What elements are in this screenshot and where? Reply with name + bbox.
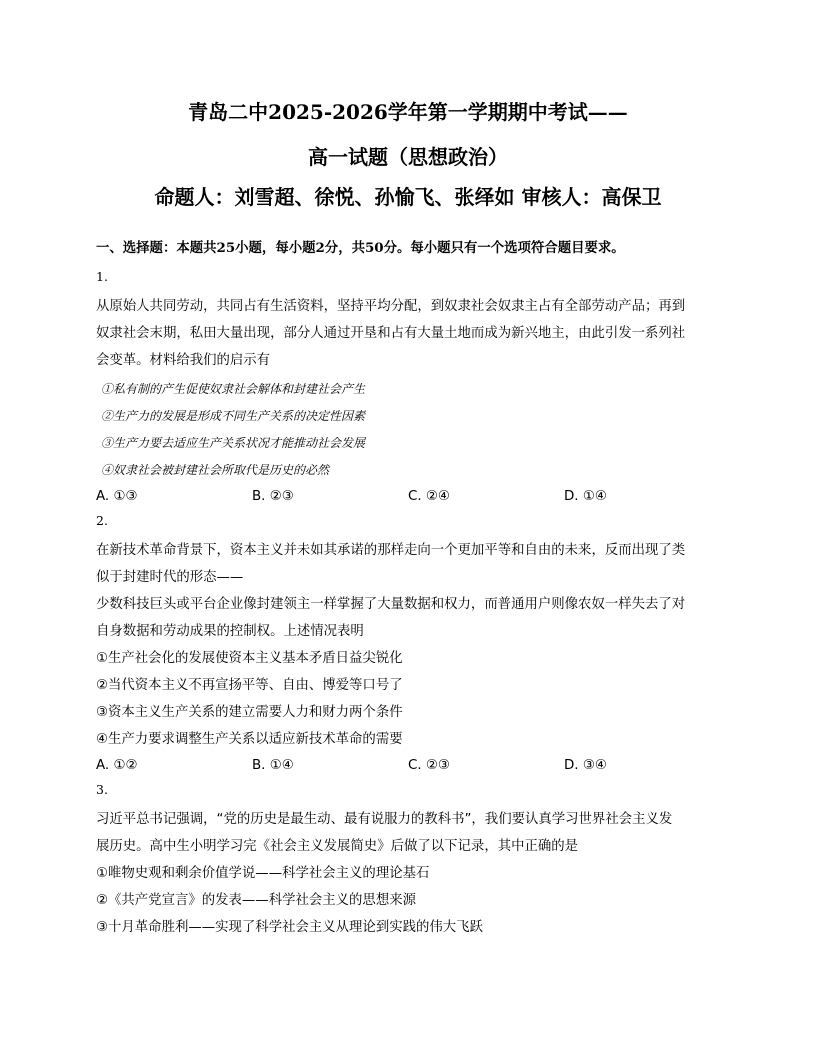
question-number: 3. xyxy=(96,782,108,797)
exam-content xyxy=(96,237,720,941)
question-stem-line: 习近平总书记强调，“党的历史是最生动、最有说服力的教科书”，我们要认真学习世界社会主义发 xyxy=(96,812,673,827)
question-number: 1. xyxy=(96,269,108,284)
statement-option: ③生产力要去适应生产关系状况才能推动社会发展 xyxy=(101,436,366,450)
statement-option: ④奴隶社会被封建社会所取代是历史的必然 xyxy=(101,463,330,477)
exam-authors: 命题人：刘雪超、徐悦、孙愉飞、张绎如 审核人：高保卫 xyxy=(154,185,662,209)
answer-choices xyxy=(96,753,720,778)
question-1 xyxy=(96,269,720,509)
statement-option: ①私有制的产生促使奴隶社会解体和封建社会产生 xyxy=(101,382,366,396)
statement-option: ②生产力的发展是形成不同生产关系的决定性因素 xyxy=(101,409,366,423)
question-stem-line: 似于封建时代的形态—— xyxy=(96,570,244,585)
question-2 xyxy=(96,513,720,778)
statement-option: ②当代资本主义不再宣扬平等、自由、博爱等口号了 xyxy=(96,678,403,693)
statement-option: ②《共产党宣言》的发表——科学社会主义的思想来源 xyxy=(96,893,416,908)
section-heading: 一、选择题：本题共25小题，每小题2分，共50分。每小题只有一个选项符合题目要求。 xyxy=(96,240,625,256)
choice-b: B. ②③ xyxy=(252,489,294,504)
question-stem-line: 从原始人共同劳动，共同占有生活资料，坚持平均分配，到奴隶社会奴隶主占有全部劳动产品；再到 xyxy=(96,299,686,314)
question-number: 2. xyxy=(96,513,108,528)
exam-subtitle: 高一试题（思想政治） xyxy=(308,145,508,169)
exam-title: 青岛二中2025-2026学年第一学期期中考试—— xyxy=(188,100,628,124)
question-stem-line: 少数科技巨头或平台企业像封建领主一样掌握了大量数据和权力，而普通用户则像农奴一样失去了对 xyxy=(96,597,686,612)
statement-option: ①唯物史观和剩余价值学说——科学社会主义的理论基石 xyxy=(96,866,430,881)
question-stem-line: 奴隶社会末期，私田大量出现，部分人通过开垦和占有大量土地而成为新兴地主，由此引发一系列社 xyxy=(96,326,686,341)
statement-option: ③十月革命胜利——实现了科学社会主义从理论到实践的伟大飞跃 xyxy=(96,920,483,935)
question-stem-line: 自身数据和劳动成果的控制权。上述情况表明 xyxy=(96,624,364,639)
statement-option: ①生产社会化的发展使资本主义基本矛盾日益尖锐化 xyxy=(96,651,403,666)
choice-a: A. ①② xyxy=(96,758,138,773)
question-stem-line: 在新技术革命背景下，资本主义并未如其承诺的那样走向一个更加平等和自由的未来，反而出现了类 xyxy=(96,543,686,558)
statement-option: ④生产力要求调整生产关系以适应新技术革命的需要 xyxy=(96,732,403,747)
question-stem-line: 展历史。高中生小明学习完《社会主义发展简史》后做了以下记录，其中正确的是 xyxy=(96,839,579,854)
choice-c: C. ②③ xyxy=(408,758,450,773)
choice-d: D. ①④ xyxy=(564,489,607,504)
choice-b: B. ①④ xyxy=(252,758,294,773)
answer-choices xyxy=(96,484,720,509)
choice-c: C. ②④ xyxy=(408,489,450,504)
question-stem-line: 会变革。材料给我们的启示有 xyxy=(96,353,271,368)
statement-option: ③资本主义生产关系的建立需要人力和财力两个条件 xyxy=(96,705,403,720)
choice-a: A. ①③ xyxy=(96,489,138,504)
question-3 xyxy=(96,782,720,941)
choice-d: D. ③④ xyxy=(564,758,607,773)
